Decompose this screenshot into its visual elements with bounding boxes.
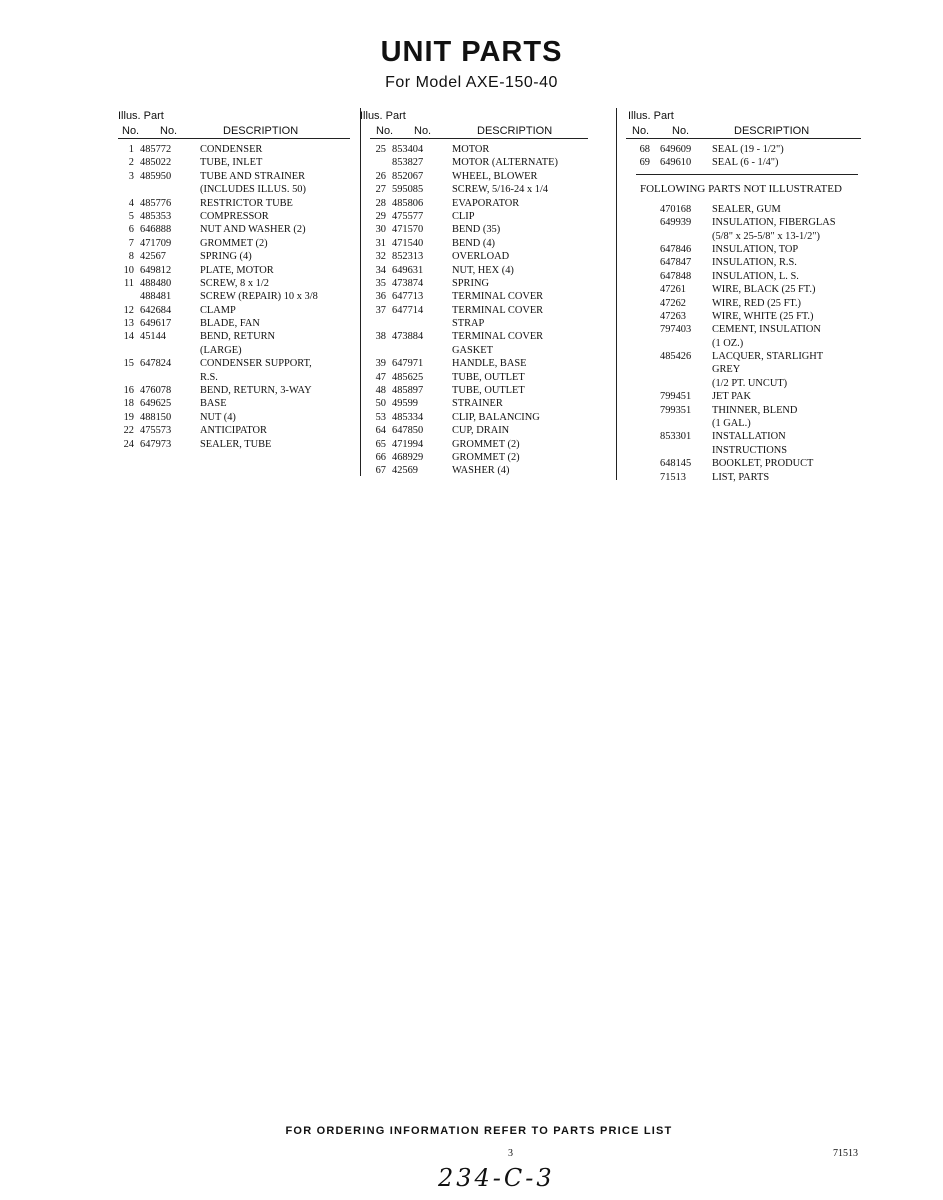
parts-row	[626, 390, 861, 403]
part-number: 49599	[392, 398, 418, 410]
part-description: NUT AND WASHER (2)	[200, 224, 306, 236]
parts-row	[118, 250, 350, 263]
parts-row	[118, 424, 350, 437]
column-divider-2	[616, 108, 617, 480]
illus-number: 3	[128, 170, 134, 182]
parts-column-3	[626, 108, 861, 484]
part-description: TUBE AND STRAINER	[200, 170, 306, 182]
parts-row	[118, 317, 350, 330]
part-description: TUBE, OUTLET	[452, 385, 525, 397]
part-description: GROMMET (2)	[200, 237, 268, 249]
ordering-footer: FOR ORDERING INFORMATION REFER TO PARTS PRICE LIST	[285, 1125, 673, 1137]
handwritten-note: 234-C-3	[438, 1164, 555, 1192]
parts-row	[626, 243, 861, 256]
part-description: SEAL (6 - 1/4")	[712, 157, 779, 169]
part-description: INSTALLATION	[712, 431, 786, 443]
part-number: 471540	[392, 237, 424, 249]
part-no-label: No.	[160, 125, 178, 137]
part-number: 852067	[392, 170, 424, 182]
parts-row	[370, 223, 588, 236]
part-description: (1/2 PT. UNCUT)	[712, 377, 788, 389]
illus-number: 48	[375, 385, 386, 397]
document-code: 71513	[833, 1148, 858, 1159]
model-subtitle: For Model AXE-150-40	[385, 74, 558, 91]
parts-row	[626, 457, 861, 470]
parts-row	[370, 371, 588, 384]
part-description: OVERLOAD	[452, 251, 510, 263]
part-description: WIRE, WHITE (25 FT.)	[712, 310, 814, 322]
part-description: PLATE, MOTOR	[200, 264, 274, 276]
part-description: SEALER, GUM	[712, 203, 781, 215]
parts-row	[118, 197, 350, 210]
part-description: CLIP	[452, 210, 475, 222]
part-description: WIRE, RED (25 FT.)	[712, 297, 801, 309]
part-number: 485334	[392, 411, 424, 423]
illus-number: 68	[639, 144, 650, 155]
illus-number: 7	[128, 237, 134, 249]
parts-row	[118, 290, 350, 303]
parts-row	[370, 357, 588, 370]
part-description: COMPRESSOR	[200, 210, 269, 222]
part-description: INSULATION, FIBERGLAS	[712, 217, 836, 229]
illus-no-label: No.	[376, 125, 394, 137]
part-number: 488150	[140, 411, 172, 423]
illus-number: 53	[375, 411, 386, 423]
parts-row	[626, 156, 861, 169]
parts-row	[370, 183, 588, 196]
illus-number: 32	[375, 251, 386, 263]
part-number: 485022	[140, 157, 172, 169]
page-title: UNIT PARTS	[380, 36, 563, 68]
illus-no-label: No.	[122, 125, 140, 137]
part-number: 485772	[140, 144, 172, 155]
part-number: 42569	[392, 465, 418, 477]
illus-part-label: Illus. Part	[360, 110, 406, 122]
part-number: 42567	[140, 251, 166, 263]
illus-number: 18	[123, 398, 134, 410]
parts-row	[370, 397, 588, 410]
part-description: MOTOR	[452, 144, 490, 155]
part-number: 485776	[140, 197, 172, 209]
parts-row	[118, 330, 350, 343]
part-number: 471709	[140, 237, 172, 249]
parts-row	[370, 438, 588, 451]
part-number: 648145	[660, 458, 692, 470]
part-number: 647713	[392, 291, 424, 303]
part-description: BASE	[200, 398, 227, 410]
parts-row	[118, 183, 350, 196]
part-description: SCREW, 5/16-24 x 1/4	[452, 184, 549, 196]
part-description: GREY	[712, 364, 741, 376]
part-description: CONDENSER	[200, 144, 263, 155]
part-description: TUBE, INLET	[200, 157, 263, 169]
part-description: SCREW (REPAIR) 10 x 3/8	[200, 291, 318, 303]
part-number: 799451	[660, 391, 692, 403]
parts-row	[626, 350, 861, 363]
part-description: INSULATION, L. S.	[712, 270, 799, 282]
part-number: 47261	[660, 284, 686, 296]
part-number: 475577	[392, 210, 424, 222]
part-description: CONDENSER SUPPORT,	[200, 358, 312, 370]
part-description: CUP, DRAIN	[452, 425, 510, 437]
illus-number: 13	[123, 318, 134, 330]
part-description: SEAL (19 - 1/2")	[712, 144, 784, 155]
part-number: 488481	[140, 291, 172, 303]
column-header	[360, 108, 588, 139]
part-description: SCREW, 8 x 1/2	[200, 277, 269, 289]
parts-row	[370, 264, 588, 277]
parts-row	[118, 210, 350, 223]
illus-number: 4	[128, 197, 134, 209]
part-number: 853301	[660, 431, 692, 443]
part-number: 485625	[392, 371, 424, 383]
parts-list-not-illustrated	[626, 203, 861, 484]
part-description: THINNER, BLEND	[712, 404, 798, 416]
parts-row	[370, 330, 588, 343]
illus-no-label: No.	[632, 125, 650, 137]
parts-row	[370, 317, 588, 330]
part-description: SPRING	[452, 277, 489, 289]
part-description: GASKET	[452, 344, 493, 356]
parts-row	[370, 197, 588, 210]
part-description: EVAPORATOR	[452, 197, 520, 209]
illus-number: 10	[123, 264, 134, 276]
parts-row	[118, 143, 350, 156]
parts-row	[626, 256, 861, 269]
parts-row	[370, 277, 588, 290]
illus-number: 47	[375, 371, 386, 383]
part-description: (1 OZ.)	[712, 337, 744, 349]
part-description: SPRING (4)	[200, 251, 252, 263]
part-number: 852313	[392, 251, 424, 263]
parts-row	[118, 371, 350, 384]
part-number: 476078	[140, 385, 172, 397]
part-number: 471994	[392, 438, 424, 450]
description-label: DESCRIPTION	[734, 125, 810, 137]
illus-number: 19	[123, 411, 134, 423]
part-description: HANDLE, BASE	[452, 358, 527, 370]
part-number: 647847	[660, 257, 692, 269]
parts-row	[370, 411, 588, 424]
illus-number: 65	[375, 438, 386, 450]
part-number: 647848	[660, 270, 692, 282]
part-number: 647824	[140, 358, 172, 370]
part-description: NUT (4)	[200, 411, 236, 423]
part-description: GROMMET (2)	[452, 451, 520, 463]
part-number: 649939	[660, 217, 692, 229]
parts-row	[626, 203, 861, 216]
illus-number: 34	[375, 264, 386, 276]
part-description: (1 GAL.)	[712, 418, 751, 430]
parts-row	[118, 384, 350, 397]
page-number: 3	[508, 1148, 513, 1159]
part-description: INSULATION, TOP	[712, 243, 799, 255]
parts-row	[118, 156, 350, 169]
part-number: 649812	[140, 264, 172, 276]
illus-number: 67	[375, 465, 386, 477]
parts-row	[626, 417, 861, 430]
part-description: CLAMP	[200, 304, 236, 316]
part-description: TUBE, OUTLET	[452, 371, 525, 383]
part-number: 647846	[660, 243, 692, 255]
part-description: GROMMET (2)	[452, 438, 520, 450]
parts-list	[626, 143, 861, 170]
parts-row	[370, 304, 588, 317]
part-description: ANTICIPATOR	[200, 425, 267, 437]
illus-number: 25	[375, 144, 386, 155]
illus-number: 28	[375, 197, 386, 209]
illus-number: 31	[375, 237, 386, 249]
part-number: 485426	[660, 351, 692, 363]
parts-row	[118, 277, 350, 290]
parts-row	[626, 444, 861, 457]
part-description: INSTRUCTIONS	[712, 444, 788, 456]
parts-row	[118, 223, 350, 236]
part-number: 853827	[392, 157, 424, 169]
part-description: JET PAK	[712, 391, 751, 403]
illus-number: 30	[375, 224, 386, 236]
part-description: (5/8" x 25-5/8" x 13-1/2")	[712, 230, 820, 242]
parts-row	[118, 344, 350, 357]
illus-number: 16	[123, 385, 134, 397]
part-number: 475573	[140, 425, 172, 437]
part-description: LACQUER, STARLIGHT	[712, 351, 824, 363]
illus-number: 69	[639, 157, 650, 169]
column-header	[626, 108, 861, 139]
parts-row	[626, 216, 861, 229]
part-description: TERMINAL COVER	[452, 291, 544, 303]
part-number: 595085	[392, 184, 424, 196]
part-description: BEND (4)	[452, 237, 495, 249]
part-description: WHEEL, BLOWER	[452, 170, 538, 182]
part-number: 647973	[140, 438, 172, 450]
part-description: STRAP	[452, 318, 485, 330]
parts-list	[370, 143, 588, 478]
parts-row	[626, 404, 861, 417]
illus-number: 26	[375, 170, 386, 182]
parts-row	[626, 270, 861, 283]
parts-row	[626, 230, 861, 243]
column-header	[118, 108, 350, 139]
part-number: 799351	[660, 404, 692, 416]
parts-row	[370, 424, 588, 437]
part-number: 642684	[140, 304, 172, 316]
part-number: 649609	[660, 144, 692, 155]
parts-row	[370, 156, 588, 169]
parts-row	[118, 397, 350, 410]
parts-row	[370, 344, 588, 357]
part-description: (LARGE)	[200, 344, 242, 356]
parts-row	[118, 438, 350, 451]
part-description: (INCLUDES ILLUS. 50)	[200, 184, 306, 196]
illus-number: 29	[375, 210, 386, 222]
part-no-label: No.	[672, 125, 690, 137]
part-description: TERMINAL COVER	[452, 331, 544, 343]
parts-row	[118, 411, 350, 424]
illus-number: 14	[123, 331, 134, 343]
part-number: 47263	[660, 310, 686, 322]
part-description: LIST, PARTS	[712, 471, 770, 483]
parts-row	[118, 357, 350, 370]
part-description: WIRE, BLACK (25 FT.)	[712, 284, 816, 296]
part-description: NUT, HEX (4)	[452, 264, 514, 276]
parts-row	[370, 464, 588, 477]
part-number: 473874	[392, 277, 424, 289]
part-number: 853404	[392, 144, 424, 155]
section-divider	[636, 174, 858, 175]
illus-number: 36	[375, 291, 386, 303]
illus-number: 12	[123, 304, 134, 316]
parts-row	[626, 471, 861, 484]
part-number: 647971	[392, 358, 424, 370]
part-description: RESTRICTOR TUBE	[200, 197, 293, 209]
part-number: 468929	[392, 451, 424, 463]
part-description: BEND, RETURN	[200, 331, 276, 343]
part-number: 485897	[392, 385, 424, 397]
part-number: 485353	[140, 210, 172, 222]
parts-row	[370, 143, 588, 156]
part-description: BEND, RETURN, 3-WAY	[200, 385, 312, 397]
parts-row	[370, 170, 588, 183]
parts-row	[370, 210, 588, 223]
illus-number: 22	[123, 425, 134, 437]
illus-number: 2	[128, 157, 134, 169]
illus-number: 66	[375, 451, 386, 463]
part-number: 45144	[140, 331, 166, 343]
part-description: STRAINER	[452, 398, 503, 410]
parts-row	[626, 297, 861, 310]
illus-number: 15	[123, 358, 134, 370]
part-description: CLIP, BALANCING	[452, 411, 540, 423]
parts-row	[370, 250, 588, 263]
part-number: 473884	[392, 331, 424, 343]
part-number: 485806	[392, 197, 424, 209]
parts-row	[626, 310, 861, 323]
part-number: 471570	[392, 224, 424, 236]
parts-row	[370, 384, 588, 397]
illus-number: 8	[128, 251, 134, 263]
parts-row	[370, 451, 588, 464]
parts-row	[626, 430, 861, 443]
part-number: 649625	[140, 398, 172, 410]
illus-number: 39	[375, 358, 386, 370]
illus-number: 38	[375, 331, 386, 343]
parts-row	[118, 264, 350, 277]
illus-number: 64	[375, 425, 386, 437]
parts-column-1	[118, 108, 350, 451]
part-number: 649610	[660, 157, 692, 169]
parts-row	[626, 337, 861, 350]
illus-number: 50	[375, 398, 386, 410]
part-description: WASHER (4)	[452, 465, 510, 477]
illus-number: 27	[375, 184, 386, 196]
parts-row	[118, 170, 350, 183]
part-number: 71513	[660, 471, 686, 483]
illus-part-label: Illus. Part	[628, 110, 674, 122]
parts-row	[626, 377, 861, 390]
part-description: TERMINAL COVER	[452, 304, 544, 316]
part-number: 647850	[392, 425, 424, 437]
parts-row	[370, 237, 588, 250]
not-illustrated-note: FOLLOWING PARTS NOT ILLUSTRATED	[640, 182, 842, 195]
part-description: BEND (35)	[452, 224, 501, 236]
part-number: 646888	[140, 224, 172, 236]
illus-number: 11	[123, 277, 134, 289]
part-number: 470168	[660, 203, 692, 215]
parts-column-2	[360, 108, 588, 478]
part-number: 797403	[660, 324, 692, 336]
part-description: BOOKLET, PRODUCT	[712, 458, 814, 470]
description-label: DESCRIPTION	[223, 125, 299, 137]
part-description: CEMENT, INSULATION	[712, 324, 821, 336]
part-description: INSULATION, R.S.	[712, 257, 797, 269]
parts-row	[626, 143, 861, 156]
parts-list	[118, 143, 350, 451]
illus-number: 1	[128, 144, 134, 155]
part-description: BLADE, FAN	[200, 318, 260, 330]
part-number: 649631	[392, 264, 424, 276]
illus-number: 35	[375, 277, 386, 289]
column-divider-1	[360, 108, 361, 476]
part-no-label: No.	[414, 125, 432, 137]
part-description: R.S.	[200, 371, 218, 383]
parts-row	[370, 290, 588, 303]
part-number: 485950	[140, 170, 172, 182]
part-number: 649617	[140, 318, 172, 330]
part-description: MOTOR (ALTERNATE)	[452, 157, 558, 169]
parts-row	[118, 237, 350, 250]
illus-number: 6	[128, 224, 134, 236]
illus-number: 24	[123, 438, 134, 450]
parts-row	[626, 363, 861, 376]
illus-number: 5	[128, 210, 134, 222]
illus-part-label: Illus. Part	[118, 110, 164, 122]
parts-row	[626, 323, 861, 336]
illus-number: 37	[375, 304, 386, 316]
part-number: 47262	[660, 297, 686, 309]
part-number: 488480	[140, 277, 172, 289]
parts-row	[118, 304, 350, 317]
part-number: 647714	[392, 304, 424, 316]
part-description: SEALER, TUBE	[200, 438, 272, 450]
description-label: DESCRIPTION	[477, 125, 553, 137]
parts-row	[626, 283, 861, 296]
